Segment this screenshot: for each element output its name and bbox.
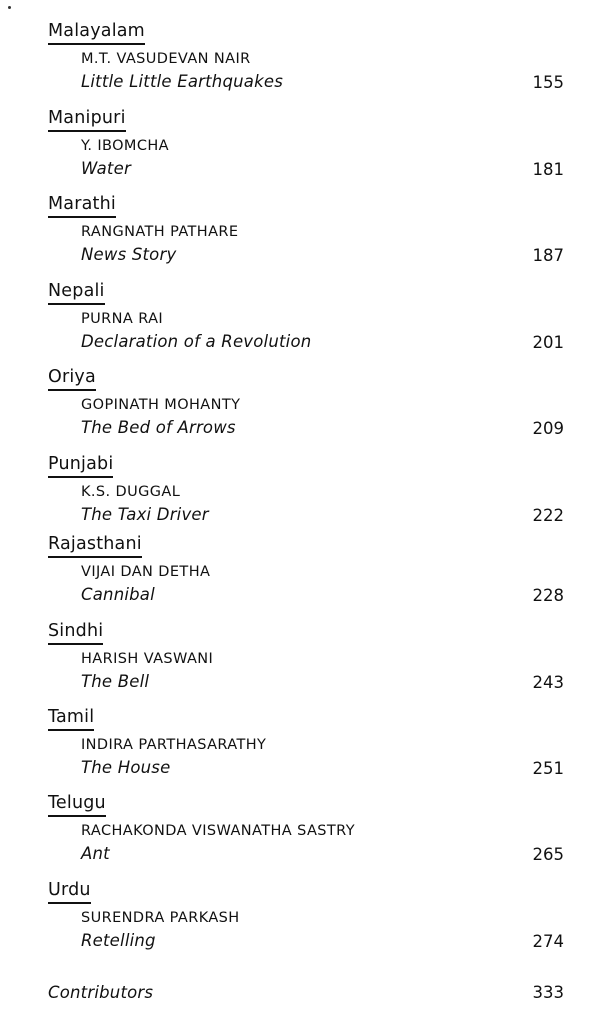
author-name: INDIRA PARTHASARATHY (81, 737, 267, 753)
page-number: 201 (532, 333, 564, 352)
author-name: GOPINATH MOHANTY (81, 397, 241, 413)
page-number: 155 (532, 73, 564, 92)
page-speck (8, 6, 11, 9)
page-number: 243 (532, 673, 564, 692)
author-name: SURENDRA PARKASH (81, 910, 240, 926)
story-title: The House (81, 758, 171, 777)
language-heading: Marathi (48, 193, 116, 218)
story-title: Retelling (81, 931, 156, 950)
page-number: 228 (532, 586, 564, 605)
language-heading: Oriya (48, 366, 96, 391)
story-title: The Taxi Driver (81, 505, 209, 524)
story-title: The Bell (81, 672, 150, 691)
language-heading: Nepali (48, 280, 105, 305)
author-name: HARISH VASWANI (81, 651, 214, 667)
contributors-page-number: 333 (532, 983, 564, 1002)
language-heading: Rajasthani (48, 533, 142, 558)
author-name: RACHAKONDA VISWANATHA SASTRY (81, 823, 355, 839)
story-title: Little Little Earthquakes (81, 72, 283, 91)
story-title: Cannibal (81, 585, 155, 604)
story-title: Water (81, 159, 131, 178)
story-title: News Story (81, 245, 177, 264)
page-number: 209 (532, 419, 564, 438)
contributors-title: Contributors (48, 983, 154, 1002)
author-name: Y. IBOMCHA (81, 138, 169, 154)
author-name: VIJAI DAN DETHA (81, 564, 211, 580)
language-heading: Urdu (48, 879, 91, 904)
page-number: 251 (532, 759, 564, 778)
language-heading: Manipuri (48, 107, 126, 132)
language-heading: Telugu (48, 792, 106, 817)
page-number: 222 (532, 506, 564, 525)
author-name: PURNA RAI (81, 311, 164, 327)
story-title: The Bed of Arrows (81, 418, 236, 437)
language-heading: Sindhi (48, 620, 103, 645)
author-name: K.S. DUGGAL (81, 484, 181, 500)
page-number: 181 (532, 160, 564, 179)
page-number: 187 (532, 246, 564, 265)
language-heading: Punjabi (48, 453, 113, 478)
author-name: M.T. VASUDEVAN NAIR (81, 51, 251, 67)
language-heading: Malayalam (48, 20, 145, 45)
story-title: Declaration of a Revolution (81, 332, 312, 351)
page-number: 274 (532, 932, 564, 951)
page-number: 265 (532, 845, 564, 864)
language-heading: Tamil (48, 706, 94, 731)
author-name: RANGNATH PATHARE (81, 224, 239, 240)
story-title: Ant (81, 844, 110, 863)
